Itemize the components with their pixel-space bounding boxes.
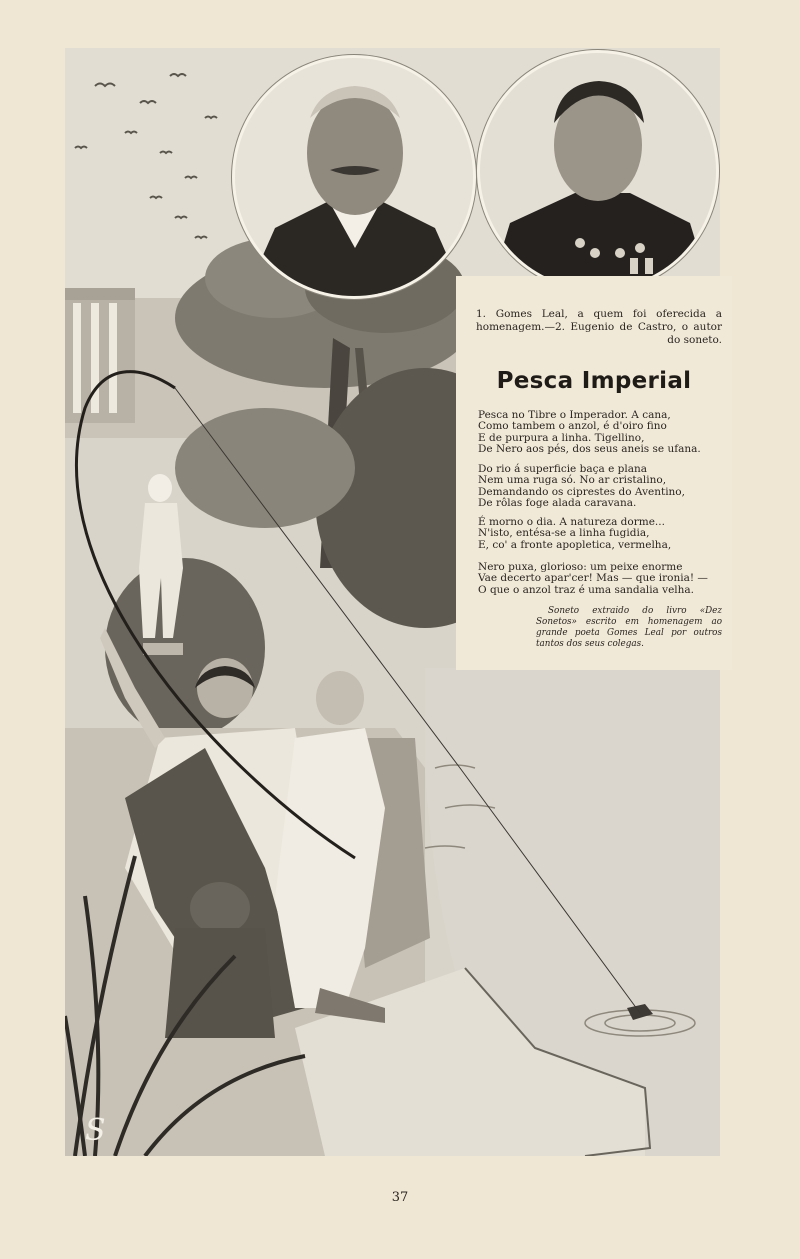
- poem-line: Como tambem o anzol, é d'oiro fino: [478, 420, 667, 433]
- poem-line: Nem uma ruga só. No ar cristalino,: [478, 474, 667, 487]
- artist-signature: S: [85, 1113, 106, 1148]
- poem-line: Demandando os ciprestes do Aventino,: [478, 485, 685, 498]
- portrait-caption: 1. Gomes Leal, a quem foi oferecida a homenagem.—2. Eugenio de Castro, o autor do soneto.: [476, 308, 722, 346]
- poem-line: De Nero aos pés, dos seus aneis se ufana.: [478, 443, 701, 456]
- poem-line: Pesca no Tibre o Imperador. A cana,: [478, 409, 671, 421]
- poem-line: O que o anzol traz é uma sandalia velha.: [478, 583, 695, 596]
- portrait-1-photo: [235, 58, 473, 296]
- portrait-2-photo: [480, 53, 716, 289]
- stanza-1: [478, 410, 726, 456]
- poem-line: E, co' a fronte apopletica, vermelha,: [478, 538, 672, 551]
- poem-line: De rôlas foge alada caravana.: [478, 497, 637, 510]
- poem-title: Pesca Imperial: [496, 368, 692, 394]
- poem-line: N'isto, entésa-se a linha fugidia,: [478, 527, 650, 540]
- stanza-2: [478, 464, 726, 510]
- stanza-4: [478, 562, 726, 596]
- page-number: 37: [391, 1190, 409, 1205]
- poem-line: Nero puxa, glorioso: um peixe enorme: [478, 561, 683, 573]
- portrait-gomes-leal: [232, 55, 476, 299]
- stanza-3: [478, 517, 726, 551]
- poem-panel: [456, 276, 732, 670]
- poem-line: Do rio á superficie baça e plana: [478, 463, 647, 475]
- poem-line: Vae decerto apar'cer! Mas — que ironia! —: [478, 572, 708, 585]
- portrait-eugenio-de-castro: [477, 50, 719, 292]
- poem-line: E de purpura a linha. Tigellino,: [478, 431, 645, 444]
- poem-line: É morno o dia. A natureza dorme...: [478, 516, 665, 528]
- distant-buildings: [65, 288, 135, 423]
- sonnet-source-note: Soneto extraido do livro «Dez Sonetos» escrito em homenagem ao grande poeta Gomes Leal por outros tantos dos seus colegas.: [536, 606, 722, 649]
